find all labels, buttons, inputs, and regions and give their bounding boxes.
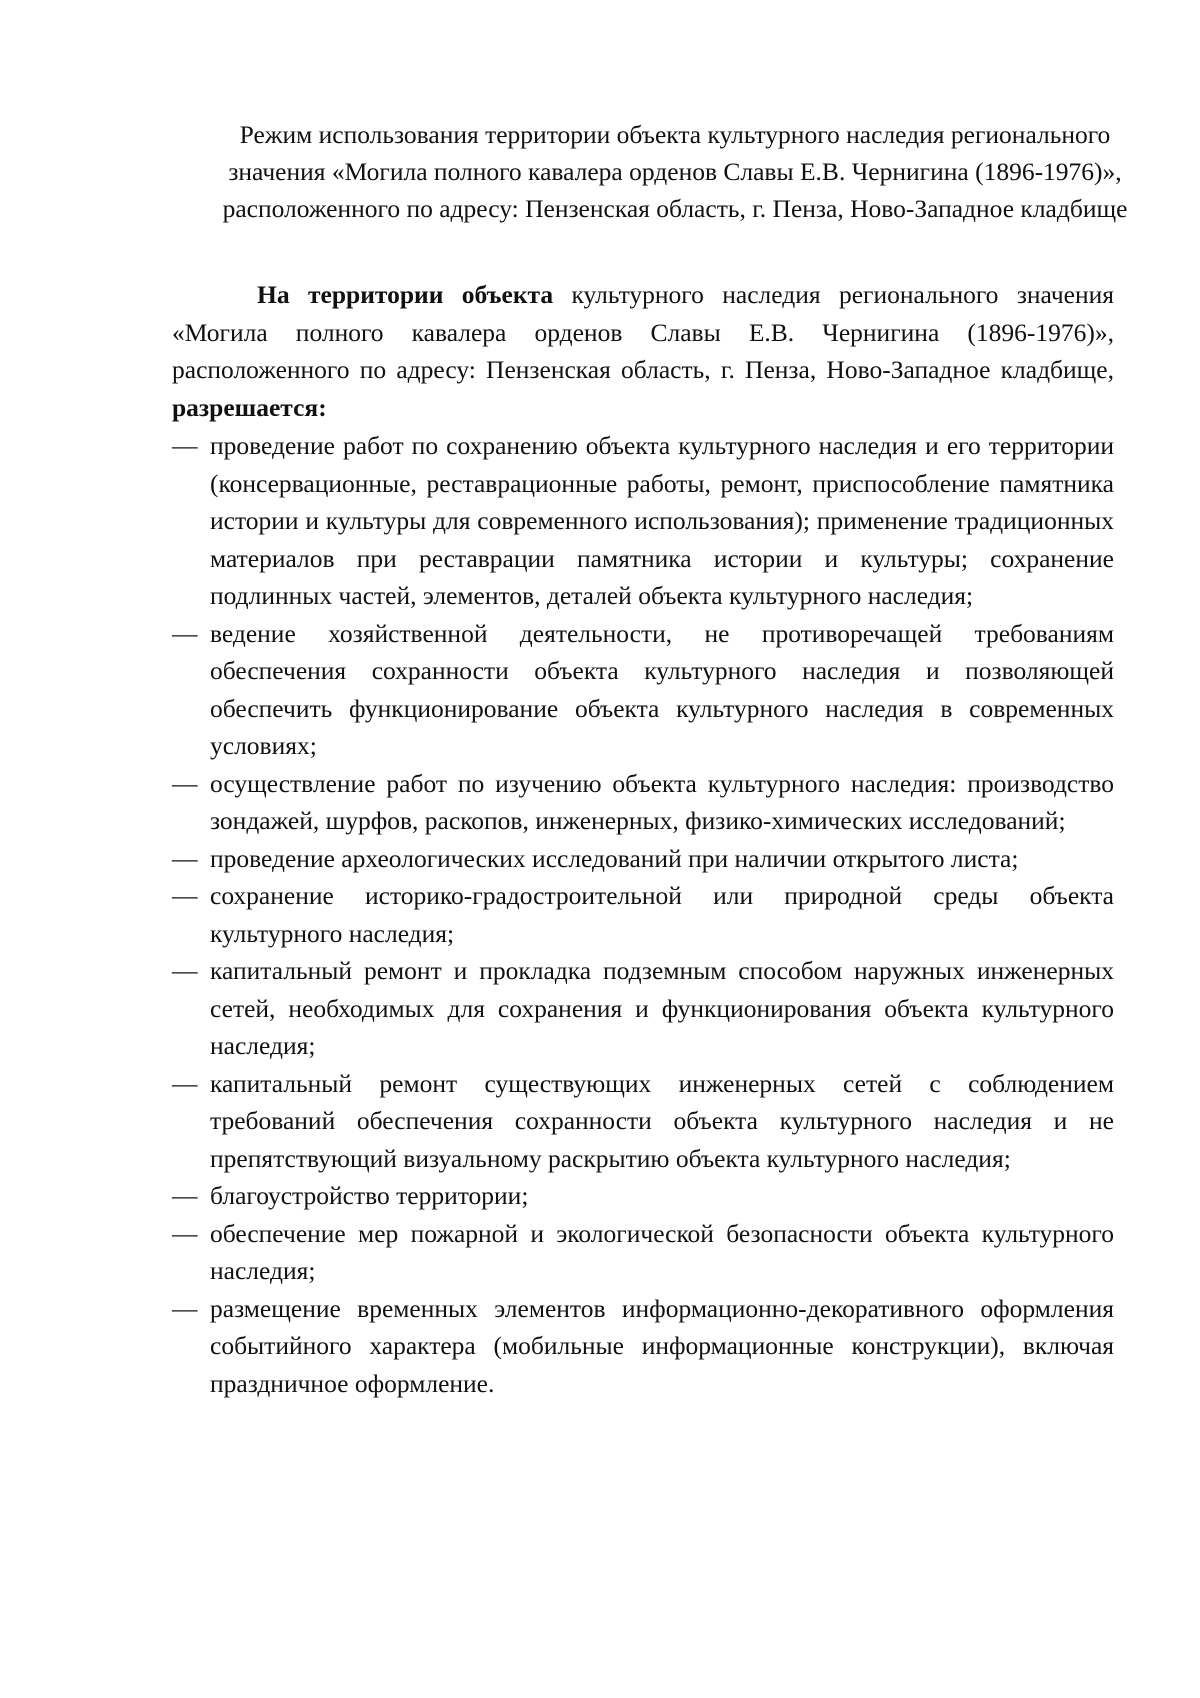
list-item-text: ведение хозяйственной деятельности, не противоречащей требованиям обеспечения сохранности объекта культурного наследия и позволяющей обеспечить функционирование объекта культурного наследия в современных условиях;: [210, 618, 1114, 760]
intro-text: культурного наследия регионального значения «Могила полного кавалера орденов Славы Е.В. Чернигина (1896-1976)», расположенного по адресу: Пензенская область, г. Пенза, Ново-Западное кладбище,: [172, 280, 1114, 384]
list-item-text: размещение временных элементов информационно-декоративного оформления событийного характера (мобильные информационные конструкции), включая праздничное оформление.: [210, 1293, 1114, 1398]
list-item: [172, 1290, 1114, 1403]
dash-bullet: —: [172, 1181, 198, 1210]
intro-bold-tail: разрешается:: [172, 392, 327, 422]
dash-bullet: —: [172, 881, 198, 910]
dash-bullet: —: [172, 1068, 198, 1098]
list-item: [172, 615, 1114, 765]
dash-bullet: —: [172, 843, 198, 873]
list-item-text: проведение работ по сохранению объекта культурного наследия и его территории (консервационные, реставрационные работы, ремонт, приспособление памятника истории и культуры для современного использования); применение традиционных материалов при реставрации памятника истории и культуры; сохранение подлинных частей, элементов, деталей объекта культурного наследия;: [210, 431, 1114, 610]
dash-bullet: —: [172, 768, 198, 798]
list-item-text: капитальный ремонт и прокладка подземным способом наружных инженерных сетей, необходимых для сохранения и функционирования объекта культурного наследия;: [210, 956, 1114, 1060]
dash-bullet: —: [172, 1293, 198, 1323]
list-item: [172, 877, 1114, 952]
list-item: [172, 427, 1114, 615]
list-item-text: сохранение историко-градостроительной или природной среды объекта культурного наследия;: [210, 881, 1114, 948]
document-title: Режим использования территории объекта культурного наследия регионального значения «Могила полного кавалера орденов Славы Е.В. Чернигина (1896-1976)», расположенного по адресу: Пензенская область, г. Пенза, Ново-Западное кладбище: [222, 120, 1128, 223]
dash-bullet: —: [172, 618, 198, 648]
list-item: [172, 765, 1114, 840]
list-item-text: капитальный ремонт существующих инженерных сетей с соблюдением требований обеспечения сохранности объекта культурного наследия и не препятствующий визуальному раскрытию объекта культурного наследия;: [210, 1068, 1114, 1173]
list-item-text: обеспечение мер пожарной и экологической безопасности объекта культурного наследия;: [210, 1218, 1114, 1285]
list-item: [172, 840, 1114, 878]
list-item-text: осуществление работ по изучению объекта культурного наследия: производство зондажей, шурфов, раскопов, инженерных, физико-химических исследований;: [210, 768, 1114, 835]
list-item: [172, 1065, 1114, 1178]
dash-bullet: —: [172, 1218, 198, 1248]
list-item: [172, 1215, 1114, 1290]
list-item: [172, 952, 1114, 1065]
dash-bullet: —: [172, 956, 198, 985]
intro-paragraph: [172, 276, 1114, 426]
list-item-text: благоустройство территории;: [210, 1181, 529, 1210]
list-item-text: проведение археологических исследований при наличии открытого листа;: [210, 843, 1019, 873]
list-item: [172, 1177, 1114, 1215]
intro-bold-lead: На территории объекта: [257, 280, 554, 309]
dash-bullet: —: [172, 431, 198, 460]
permitted-list: [172, 427, 1114, 1402]
